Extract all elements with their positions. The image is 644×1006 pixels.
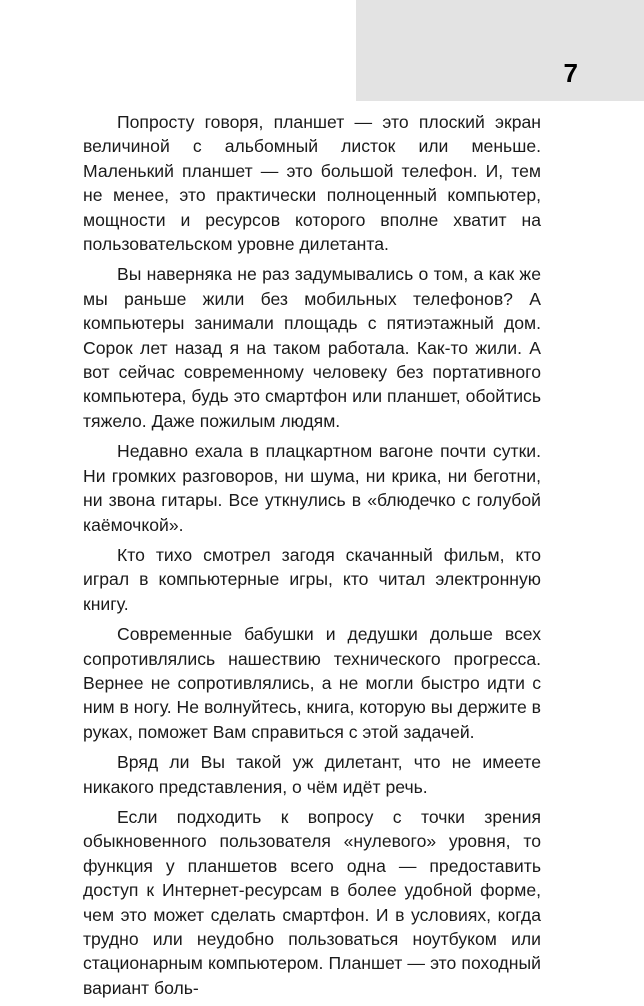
page-text	[83, 110, 541, 1006]
paragraph: Кто тихо смотрел загодя скачанный фильм, кто играл в компьютерные игры, кто читал электронную книгу.	[83, 544, 541, 614]
paragraph: Недавно ехала в плацкартном вагоне почти сутки. Ни громких разговоров, ни шума, ни крика, ни беготни, ни звона гитары. Все уткнулись в «блюдечко с голубой каёмочкой».	[83, 441, 541, 535]
page-number: 7	[563, 58, 578, 88]
paragraph: Если подходить к вопросу с точки зрения обыкновенного пользователя «нулевого» уровня, то функция у планшетов всего одна — предоставить доступ к Интернет-ресурсам в более удобной форме, чем это может сделать смартфон. И в условиях, когда трудно или неудобно пользоваться ноутбуком или стационарным компьютером. Планшет — это походный вариант боль-	[83, 806, 541, 998]
paragraph: Вы наверняка не раз задумывались о том, а как же мы раньше жили без мобильных телефонов? А компьютеры занимали площадь с пятиэтажный дом. Сорок лет назад я на таком работала. Как-то жили. А вот сейчас современному человеку без портативного компьютера, будь это смартфон или планшет, обойтись тяжело. Даже пожилым людям.	[83, 264, 541, 431]
paragraph: Попросту говоря, планшет — это плоский экран величиной с альбомный листок или меньше. Маленький планшет — это большой телефон. И, тем не менее, это практически полноценный компьютер, мощности и ресурсов которого вполне хватит на пользовательском уровне дилетанта.	[83, 112, 541, 255]
paragraph: Вряд ли Вы такой уж дилетант, что не имеете никакого представления, о чём идёт речь.	[83, 752, 541, 797]
paragraph: Современные бабушки и дедушки дольше всех сопротивлялись нашествию технического прогресса. Вернее не сопротивлялись, а не могли быстро идти с ним в ногу. Не волнуйтесь, книга, которую вы держите в руках, поможет Вам справиться с этой задачей.	[83, 624, 541, 742]
page-number-tab	[356, 0, 644, 101]
